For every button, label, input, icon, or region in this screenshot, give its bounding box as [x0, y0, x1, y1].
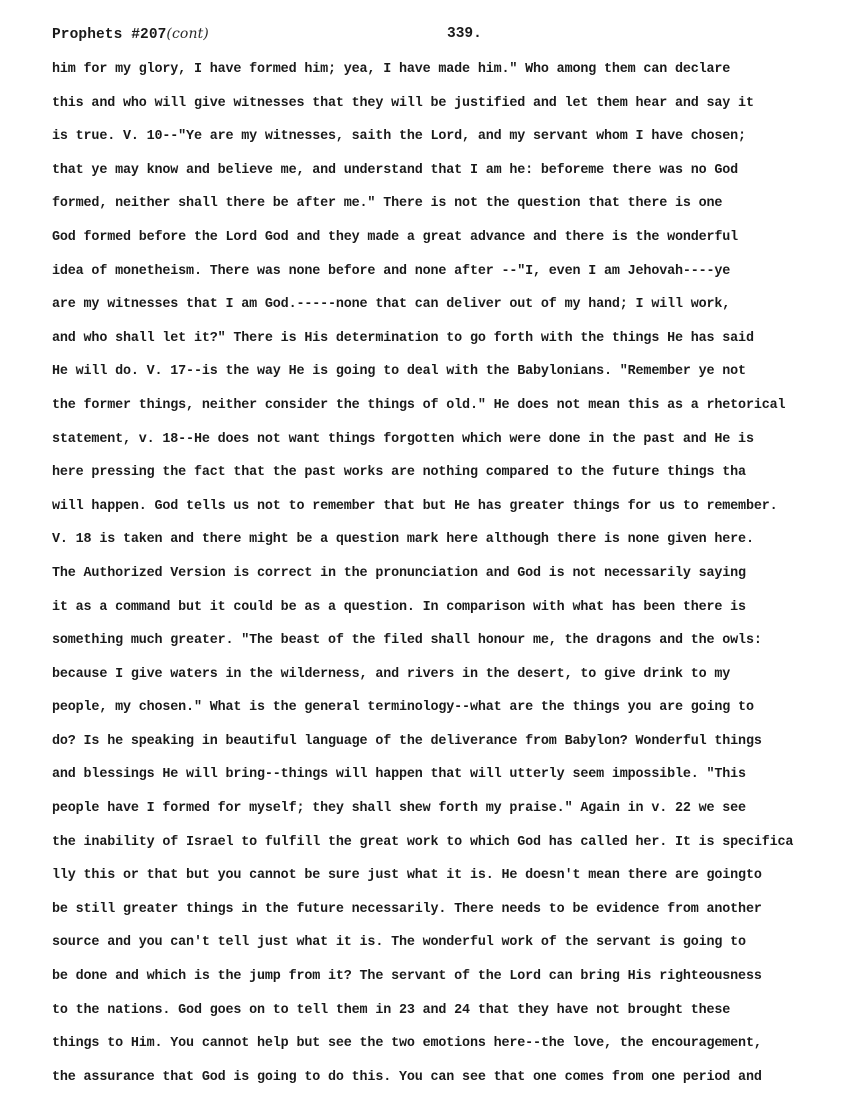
text-line: him for my glory, I have formed him; yea, I have made him." Who among them can declare: [52, 62, 731, 77]
body-text: [52, 60, 848, 1101]
handwritten-note: (cont): [166, 26, 209, 42]
text-line: it as a command but it could be as a question. In comparison with what has been there is: [52, 599, 746, 615]
page-header: [52, 26, 832, 50]
text-line: to the nations. God goes on to tell them in 23 and 24 that they have not brought these: [52, 1002, 731, 1018]
text-line: and who shall let it?" There is His determination to go forth with the things He has said: [52, 330, 754, 346]
text-line: this and who will give witnesses that they will be justified and let them hear and say it: [52, 95, 754, 111]
text-line: here pressing the fact that the past works are nothing compared to the future things tha: [52, 465, 746, 481]
text-line: that ye may know and believe me, and understand that I am he: beforeme there was no God: [52, 162, 739, 178]
text-line: V. 18 is taken and there might be a question mark here although there is none given here.: [52, 532, 754, 548]
text-line: will happen. God tells us not to remember that but He has greater things for us to remember.: [52, 498, 778, 514]
page-number: 339.: [447, 26, 482, 42]
text-line: formed, neither shall there be after me." There is not the question that there is one: [52, 196, 723, 212]
text-line: He will do. V. 17--is the way He is going to deal with the Babylonians. "Remember ye not: [52, 364, 746, 380]
text-line: things to Him. You cannot help but see the two emotions here--the love, the encouragement,: [52, 1036, 762, 1052]
text-line: be still greater things in the future necessarily. There needs to be evidence from another: [52, 901, 762, 917]
text-line: God formed before the Lord God and they made a great advance and there is the wonderful: [52, 229, 739, 245]
text-line: idea of monetheism. There was none before and none after --"I, even I am Jehovah----ye: [52, 263, 731, 279]
text-line: source and you can't tell just what it is. The wonderful work of the servant is going to: [52, 935, 746, 951]
text-line: be done and which is the jump from it? The servant of the Lord can bring His righteousness: [52, 969, 762, 985]
text-line: statement, v. 18--He does not want things forgotten which were done in the past and He is: [52, 431, 754, 447]
text-line: lly this or that but you cannot be sure just what it is. He doesn't mean there are goingto: [52, 868, 762, 884]
text-line: the assurance that God is going to do this. You can see that one comes from one period and: [52, 1069, 762, 1085]
text-line: the inability of Israel to fulfill the great work to which God has called her. It is specifica: [52, 834, 794, 850]
text-line: the former things, neither consider the things of old." He does not mean this as a rhetorical: [52, 397, 786, 413]
text-line: something much greater. "The beast of the filed shall honour me, the dragons and the owls:: [52, 633, 762, 649]
text-line: and blessings He will bring--things will happen that will utterly seem impossible. "This: [52, 767, 746, 783]
text-line: because I give waters in the wilderness, and rivers in the desert, to give drink to my: [52, 666, 731, 682]
text-line: people have I formed for myself; they shall shew forth my praise." Again in v. 22 we see: [52, 801, 746, 817]
text-line: The Authorized Version is correct in the pronunciation and God is not necessarily saying: [52, 565, 746, 581]
text-line: are my witnesses that I am God.-----none that can deliver out of my hand; I will work,: [52, 297, 731, 313]
document-title: [52, 26, 209, 43]
text-line: do? Is he speaking in beautiful language of the deliverance from Babylon? Wonderful things: [52, 733, 762, 749]
series-title: Prophets #207: [52, 27, 167, 43]
text-line: people, my chosen." What is the general terminology--what are the things you are going to: [52, 700, 754, 716]
text-line: is true. V. 10--"Ye are my witnesses, saith the Lord, and my servant whom I have chosen;: [52, 129, 746, 145]
